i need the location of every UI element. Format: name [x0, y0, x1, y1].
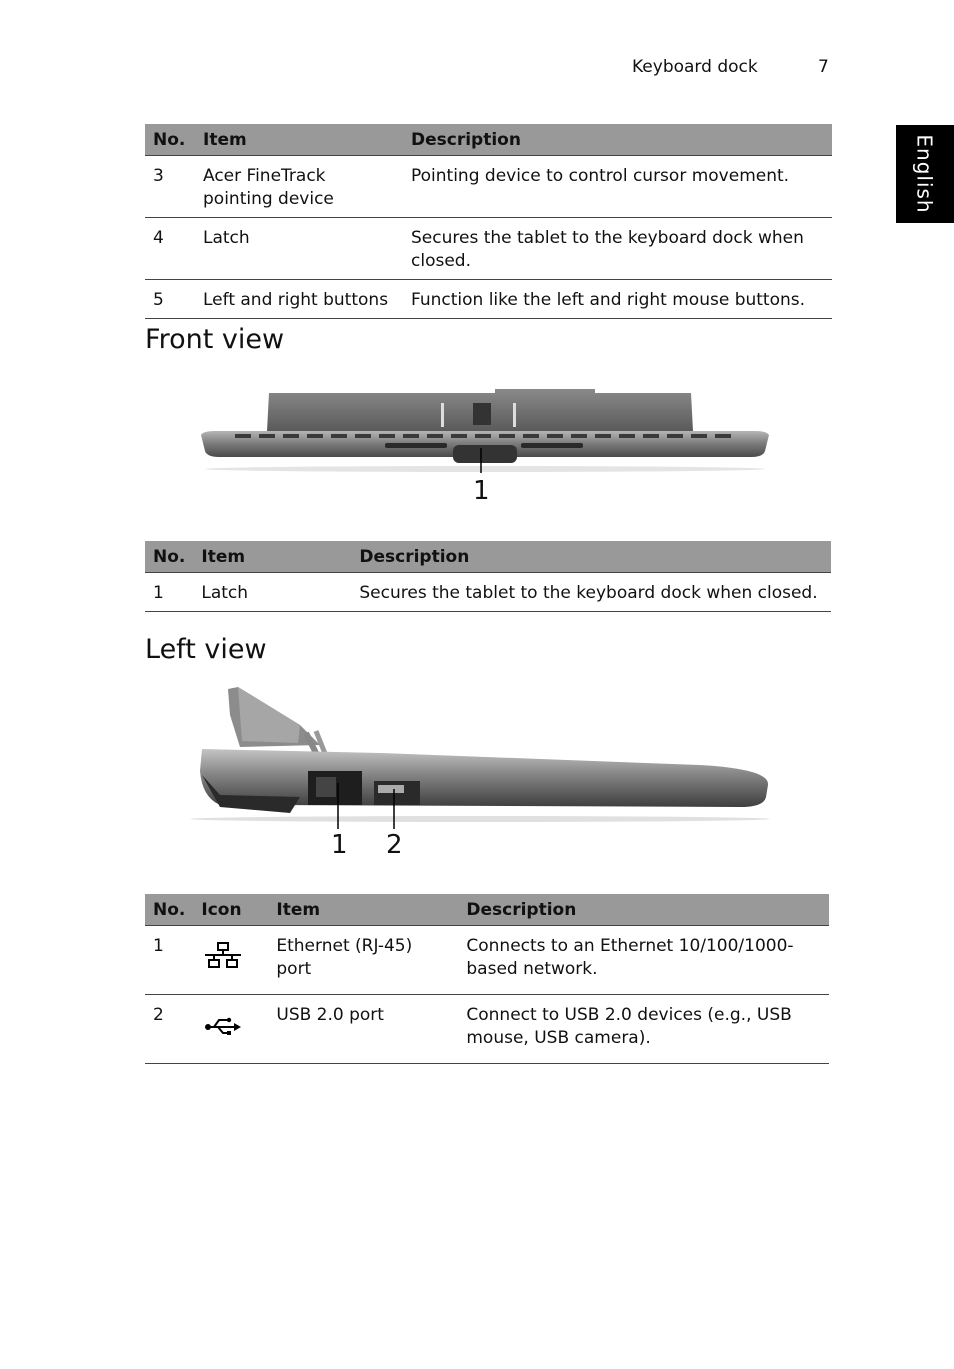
- ethernet-icon: [205, 941, 241, 971]
- row-item: Latch: [193, 573, 351, 612]
- page-number: 7: [818, 57, 829, 77]
- header-section-title: Keyboard dock: [632, 57, 758, 77]
- front-callout-1: 1: [473, 476, 490, 506]
- row-item: Ethernet (RJ-45) port: [268, 926, 458, 995]
- table-row: [145, 926, 829, 995]
- left-callout-1: 1: [331, 830, 348, 860]
- table-row: [145, 156, 832, 218]
- language-tab: [896, 125, 954, 223]
- row-description: Pointing device to control cursor movement.: [403, 156, 832, 218]
- row-icon: [193, 995, 268, 1064]
- row-icon: [193, 926, 268, 995]
- table-row: [145, 573, 831, 612]
- row-no: 1: [145, 573, 193, 612]
- row-no: 2: [145, 995, 193, 1064]
- column-header-no: No.: [145, 124, 195, 156]
- table-header-row: [145, 894, 829, 926]
- row-no: 1: [145, 926, 193, 995]
- table-row: [145, 218, 832, 280]
- row-item: Latch: [195, 218, 403, 280]
- components-table-top: [145, 124, 832, 319]
- table-header-row: [145, 124, 832, 156]
- row-description: Secures the tablet to the keyboard dock when closed.: [351, 573, 831, 612]
- row-no: 3: [145, 156, 195, 218]
- language-tab-label: English: [913, 134, 937, 214]
- left-callout-2: 2: [386, 830, 403, 860]
- row-item: USB 2.0 port: [268, 995, 458, 1064]
- column-header-item: Item: [193, 541, 351, 573]
- row-description: Function like the left and right mouse buttons.: [403, 280, 832, 319]
- column-header-description: Description: [458, 894, 829, 926]
- column-header-item: Item: [195, 124, 403, 156]
- row-description: Connects to an Ethernet 10/100/1000-based network.: [458, 926, 829, 995]
- row-item: Left and right buttons: [195, 280, 403, 319]
- left-view-illustration: [180, 685, 780, 830]
- front-view-illustration: [195, 385, 775, 480]
- row-description: Connect to USB 2.0 devices (e.g., USB mouse, USB camera).: [458, 995, 829, 1064]
- row-description: Secures the tablet to the keyboard dock when closed.: [403, 218, 832, 280]
- row-no: 4: [145, 218, 195, 280]
- table-header-row: [145, 541, 831, 573]
- column-header-description: Description: [351, 541, 831, 573]
- left-view-heading: Left view: [145, 634, 267, 665]
- column-header-description: Description: [403, 124, 832, 156]
- row-item: Acer FineTrack pointing device: [195, 156, 403, 218]
- front-view-table: [145, 541, 831, 612]
- table-row: [145, 995, 829, 1064]
- front-view-heading: Front view: [145, 324, 285, 355]
- column-header-no: No.: [145, 541, 193, 573]
- column-header-item: Item: [268, 894, 458, 926]
- left-view-table: [145, 894, 829, 1064]
- column-header-no: No.: [145, 894, 193, 926]
- row-no: 5: [145, 280, 195, 319]
- usb-icon: [204, 1014, 242, 1036]
- table-row: [145, 280, 832, 319]
- column-header-icon: Icon: [193, 894, 268, 926]
